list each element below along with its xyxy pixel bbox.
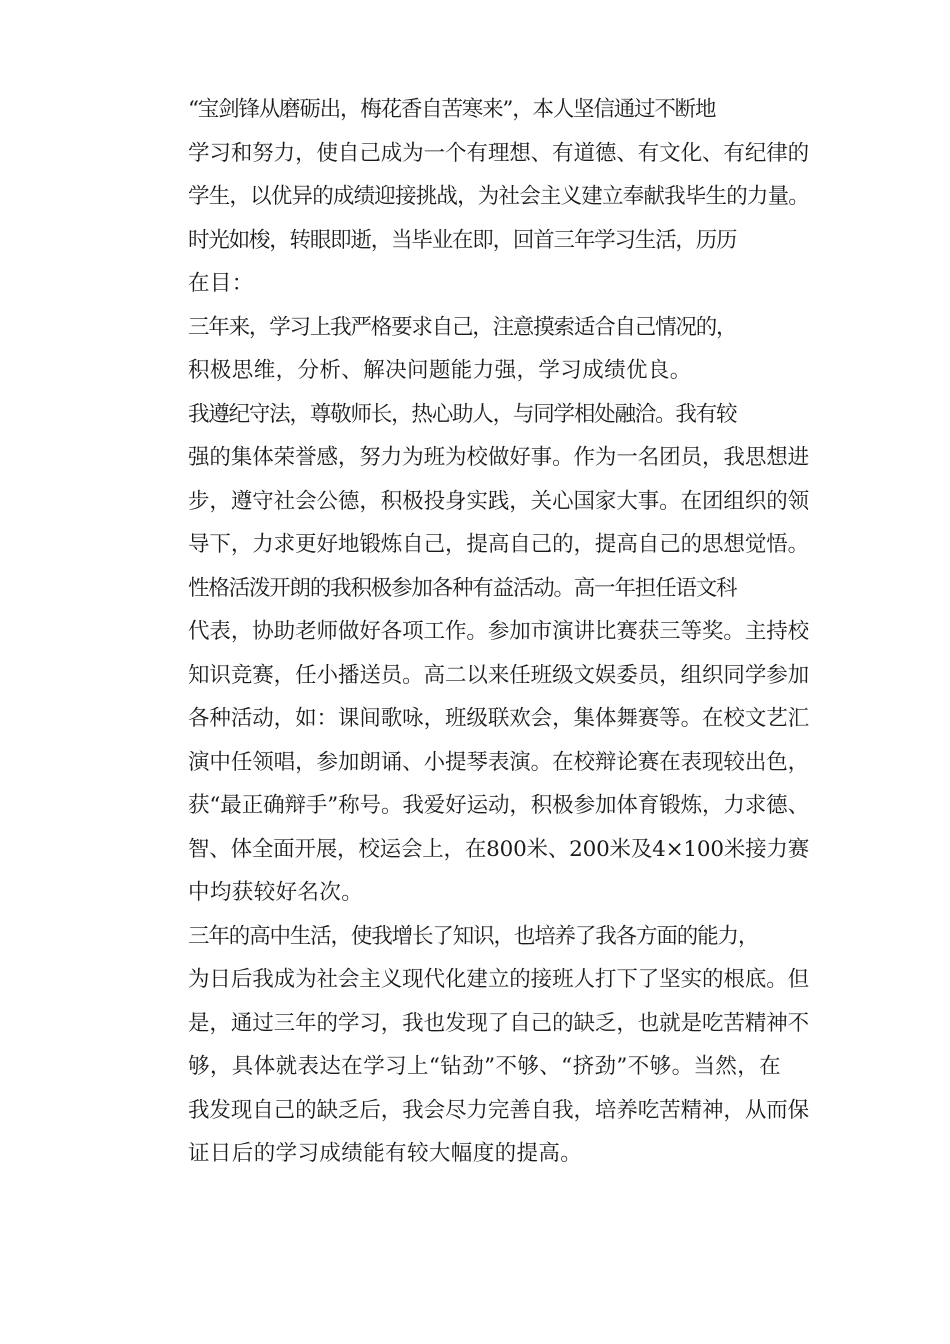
paragraph-line: 我遵纪守法，尊敬师长，热心助人，与同学相处融洽。我有较 [188,401,737,427]
paragraph [145,88,809,219]
paragraph-line: 学习和努力，使自己成为一个有理想、有道德、有文化、有纪律的 [188,140,810,166]
paragraph-line: 证日后的学习成绩能有较大幅度的提高。 [188,1141,583,1166]
paragraph-line: 导下，力求更好地锻炼自己，提高自己的，提高自己的思想觉悟。 [188,532,810,557]
paragraph-line: 学生，以优异的成绩迎接挑战，为社会主义建立奉献我毕生的力量。 [188,184,810,209]
document-body [145,88,809,1176]
paragraph [145,567,809,915]
paragraph [145,306,809,393]
paragraph-line: 性格活泼开朗的我积极参加各种有益活动。高一年担任语文科 [188,575,737,601]
paragraph-line: 知识竞赛，任小播送员。高二以来任班级文娱委员，组织同学参加 [188,662,810,688]
paragraph-line: 获“最正确辩手”称号。我爱好运动，积极参加体育锻炼，力求德、 [188,793,809,818]
paragraph-line: 三年的高中生活，使我增长了知识，也培养了我各方面的能力， [188,923,759,949]
paragraph-line: 智、体全面开展，校运会上，在800米、200米及4×100米接力赛 [188,836,810,862]
paragraph-line: 各种活动，如：课间歌咏，班级联欢会，集体舞赛等。在校文艺汇 [188,706,810,731]
paragraph-line: 强的集体荣誉感，努力为班为校做好事。作为一名团员，我思想进 [188,445,810,470]
paragraph-line: “宝剑锋从磨砺出，梅花香自苦寒来”，本人坚信通过不断地 [188,97,716,122]
paragraph [145,393,809,567]
paragraph-line: 中均获较好名次。 [188,880,364,905]
paragraph-line: 积极思维，分析、解决问题能力强，学习成绩优良。 [188,358,692,383]
paragraph-line: 三年来，学习上我严格要求自己，注意摸索适合自己情况的， [188,314,737,340]
paragraph-line: 时光如梭，转眼即逝，当毕业在即，回首三年学习生活，历历 [188,227,737,253]
paragraph [145,219,809,306]
paragraph [145,915,809,1176]
paragraph-line: 是，通过三年的学习，我也发现了自己的缺乏，也就是吃苦精神不 [188,1010,810,1036]
paragraph-line: 我发现自己的缺乏后，我会尽力完善自我，培养吃苦精神，从而保 [188,1097,810,1123]
paragraph-line: 代表，协助老师做好各项工作。参加市演讲比赛获三等奖。主持校 [188,619,810,644]
paragraph-line: 在目： [188,271,254,296]
paragraph-line: 为日后我成为社会主义现代化建立的接班人打下了坚实的根底。但 [188,967,810,992]
paragraph-line: 演中任领唱，参加朗诵、小提琴表演。在校辩论赛在表现较出色， [188,749,810,775]
paragraph-line: 够，具体就表达在学习上“钻劲”不够、“挤劲”不够。当然，在 [188,1054,782,1079]
paragraph-line: 步，遵守社会公德，积极投身实践，关心国家大事。在团组织的领 [188,488,810,514]
